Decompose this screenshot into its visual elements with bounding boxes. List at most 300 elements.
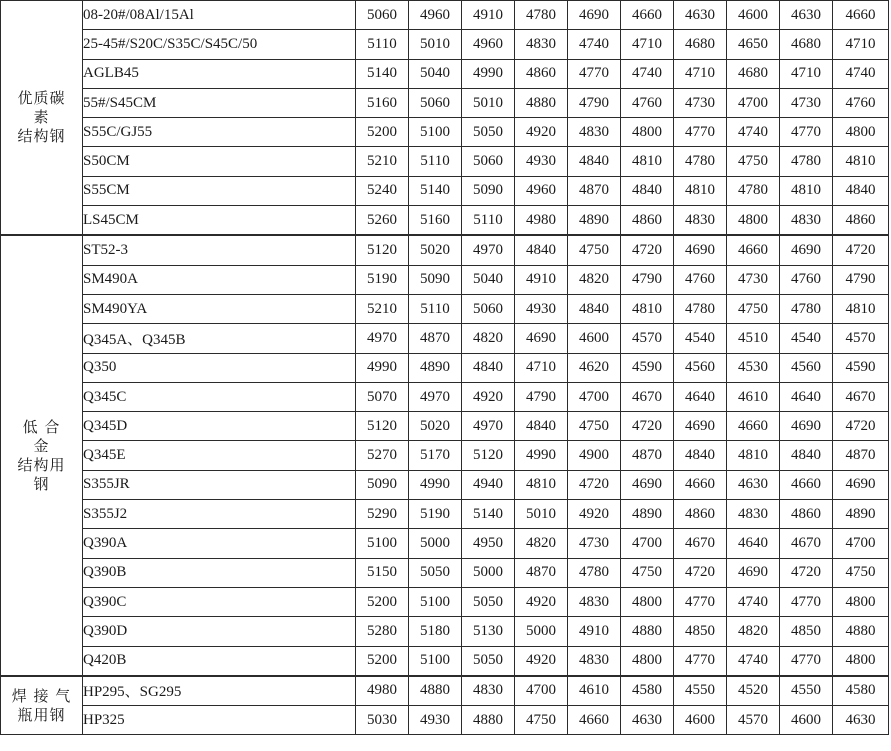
price-cell: 5110 [462, 206, 515, 236]
price-cell: 4690 [621, 470, 674, 499]
price-cell: 4840 [833, 176, 889, 205]
category-label-line: 焊 接 气 [11, 686, 72, 705]
price-cell: 4560 [780, 353, 833, 382]
price-cell: 5140 [462, 500, 515, 529]
price-cell: 4720 [833, 412, 889, 441]
price-cell: 4660 [780, 470, 833, 499]
price-cell: 4830 [568, 587, 621, 616]
price-cell: 4870 [515, 558, 568, 587]
price-cell: 4970 [409, 382, 462, 411]
price-cell: 4830 [674, 206, 727, 236]
price-cell: 4920 [462, 382, 515, 411]
price-cell: 4720 [621, 235, 674, 265]
price-cell: 4630 [621, 706, 674, 735]
grade-cell: S50CM [83, 147, 356, 176]
price-cell: 4810 [621, 294, 674, 323]
grade-cell: Q420B [83, 646, 356, 676]
price-cell: 4750 [568, 235, 621, 265]
price-cell: 4610 [568, 676, 621, 706]
price-cell: 4880 [462, 706, 515, 735]
price-cell: 5120 [356, 412, 409, 441]
price-cell: 4740 [727, 587, 780, 616]
price-cell: 4660 [727, 235, 780, 265]
price-cell: 4670 [621, 382, 674, 411]
price-cell: 5210 [356, 147, 409, 176]
price-cell: 4640 [674, 382, 727, 411]
price-cell: 5200 [356, 118, 409, 147]
price-cell: 4700 [621, 529, 674, 558]
price-cell: 4740 [833, 59, 889, 88]
price-cell: 4840 [462, 353, 515, 382]
price-cell: 5040 [462, 265, 515, 294]
price-cell: 5090 [409, 265, 462, 294]
price-cell: 4570 [727, 706, 780, 735]
price-cell: 5100 [356, 529, 409, 558]
table-row [1, 441, 889, 470]
price-cell: 4780 [727, 176, 780, 205]
price-cell: 4780 [515, 1, 568, 30]
price-cell: 5110 [409, 147, 462, 176]
table-row [1, 88, 889, 117]
price-cell: 5060 [356, 1, 409, 30]
price-cell: 4980 [515, 206, 568, 236]
table-row [1, 59, 889, 88]
price-cell: 4840 [568, 147, 621, 176]
price-cell: 4840 [515, 412, 568, 441]
price-cell: 4690 [674, 235, 727, 265]
price-cell: 4970 [462, 235, 515, 265]
price-cell: 4920 [515, 118, 568, 147]
price-cell: 4810 [833, 294, 889, 323]
price-cell: 4630 [780, 1, 833, 30]
grade-cell: HP325 [83, 706, 356, 735]
price-cell: 4550 [780, 676, 833, 706]
price-cell: 4710 [515, 353, 568, 382]
price-cell: 4750 [515, 706, 568, 735]
price-cell: 4680 [674, 30, 727, 59]
price-cell: 4920 [568, 500, 621, 529]
price-cell: 4820 [568, 265, 621, 294]
table-row [1, 676, 889, 706]
grade-cell: S55CM [83, 176, 356, 205]
table-row [1, 147, 889, 176]
category-label-line: 低 合 [22, 417, 61, 436]
price-cell: 4600 [727, 1, 780, 30]
table-row [1, 470, 889, 499]
price-cell: 4790 [568, 88, 621, 117]
price-cell: 4830 [780, 206, 833, 236]
price-cell: 4770 [780, 646, 833, 676]
table-row [1, 587, 889, 616]
grade-cell: Q390C [83, 587, 356, 616]
grade-cell: Q390D [83, 617, 356, 646]
price-cell: 5030 [356, 706, 409, 735]
price-cell: 4790 [621, 265, 674, 294]
price-cell: 4670 [833, 382, 889, 411]
price-cell: 4800 [727, 206, 780, 236]
price-cell: 4800 [621, 587, 674, 616]
price-cell: 4720 [568, 470, 621, 499]
price-cell: 4580 [833, 676, 889, 706]
price-cell: 4710 [780, 59, 833, 88]
price-cell: 4890 [833, 500, 889, 529]
grade-cell: HP295、SG295 [83, 676, 356, 706]
price-cell: 4660 [674, 470, 727, 499]
price-cell: 4600 [780, 706, 833, 735]
price-cell: 4760 [780, 265, 833, 294]
price-cell: 5180 [409, 617, 462, 646]
price-cell: 4900 [568, 441, 621, 470]
grade-cell: S355J2 [83, 500, 356, 529]
price-cell: 4740 [727, 646, 780, 676]
price-cell: 4770 [780, 587, 833, 616]
price-cell: 4820 [515, 529, 568, 558]
price-cell: 4690 [780, 235, 833, 265]
price-cell: 4930 [409, 706, 462, 735]
price-cell: 4910 [568, 617, 621, 646]
price-cell: 5060 [462, 294, 515, 323]
price-cell: 4710 [621, 30, 674, 59]
price-cell: 4530 [727, 353, 780, 382]
price-cell: 4880 [409, 676, 462, 706]
price-cell: 4840 [621, 176, 674, 205]
price-cell: 4920 [515, 587, 568, 616]
price-cell: 4880 [515, 88, 568, 117]
price-cell: 4810 [780, 176, 833, 205]
price-cell: 4630 [674, 1, 727, 30]
price-cell: 4580 [621, 676, 674, 706]
price-cell: 4730 [568, 529, 621, 558]
price-cell: 5090 [462, 176, 515, 205]
price-cell: 5100 [409, 118, 462, 147]
price-cell: 4870 [409, 324, 462, 353]
price-cell: 4810 [833, 147, 889, 176]
price-cell: 4840 [674, 441, 727, 470]
price-cell: 4960 [409, 1, 462, 30]
price-cell: 5010 [462, 88, 515, 117]
price-cell: 4950 [462, 529, 515, 558]
grade-cell: Q350 [83, 353, 356, 382]
price-cell: 4520 [727, 676, 780, 706]
price-cell: 4860 [621, 206, 674, 236]
price-cell: 4700 [568, 382, 621, 411]
price-cell: 5040 [409, 59, 462, 88]
price-cell: 4730 [727, 265, 780, 294]
price-cell: 4690 [727, 558, 780, 587]
price-cell: 4870 [568, 176, 621, 205]
price-cell: 5120 [462, 441, 515, 470]
table-row [1, 382, 889, 411]
price-cell: 4780 [780, 294, 833, 323]
price-cell: 4910 [515, 265, 568, 294]
price-cell: 4830 [727, 500, 780, 529]
price-cell: 5050 [462, 646, 515, 676]
price-cell: 4840 [568, 294, 621, 323]
price-cell: 4660 [833, 1, 889, 30]
price-cell: 4960 [515, 176, 568, 205]
price-cell: 4770 [568, 59, 621, 88]
grade-cell: Q390B [83, 558, 356, 587]
price-cell: 4980 [356, 676, 409, 706]
price-cell: 4740 [621, 59, 674, 88]
price-cell: 4730 [674, 88, 727, 117]
price-cell: 4640 [727, 529, 780, 558]
price-cell: 4810 [674, 176, 727, 205]
price-cell: 5140 [409, 176, 462, 205]
table-row [1, 235, 889, 265]
price-cell: 5050 [462, 587, 515, 616]
price-cell: 5100 [409, 587, 462, 616]
price-cell: 4760 [833, 88, 889, 117]
price-cell: 5020 [409, 235, 462, 265]
price-cell: 4790 [833, 265, 889, 294]
price-cell: 5190 [409, 500, 462, 529]
price-cell: 5050 [462, 118, 515, 147]
price-cell: 4720 [833, 235, 889, 265]
price-cell: 4660 [727, 412, 780, 441]
grade-cell: Q390A [83, 529, 356, 558]
price-cell: 4970 [356, 324, 409, 353]
price-cell: 5210 [356, 294, 409, 323]
price-cell: 4630 [727, 470, 780, 499]
price-cell: 5060 [462, 147, 515, 176]
table-row [1, 176, 889, 205]
category-label-line: 优质碳 [17, 89, 66, 108]
price-cell: 4620 [568, 353, 621, 382]
grade-cell: LS45CM [83, 206, 356, 236]
price-cell: 4890 [568, 206, 621, 236]
price-cell: 4670 [780, 529, 833, 558]
table-row [1, 500, 889, 529]
price-cell: 4750 [727, 147, 780, 176]
price-cell: 4960 [462, 30, 515, 59]
price-cell: 4890 [621, 500, 674, 529]
table-row [1, 529, 889, 558]
price-cell: 4690 [833, 470, 889, 499]
table-row [1, 324, 889, 353]
price-cell: 4750 [833, 558, 889, 587]
price-cell: 4820 [727, 617, 780, 646]
category-cell [1, 1, 83, 236]
price-cell: 4660 [621, 1, 674, 30]
price-cell: 4670 [674, 529, 727, 558]
price-cell: 5150 [356, 558, 409, 587]
table-row [1, 646, 889, 676]
table-row [1, 617, 889, 646]
price-cell: 4780 [568, 558, 621, 587]
grade-cell: Q345D [83, 412, 356, 441]
price-cell: 4790 [515, 382, 568, 411]
price-cell: 4690 [568, 1, 621, 30]
price-cell: 4830 [462, 676, 515, 706]
price-cell: 4860 [515, 59, 568, 88]
grade-cell: S355JR [83, 470, 356, 499]
table-body [1, 1, 889, 735]
category-label-line: 钢 [33, 474, 50, 493]
price-cell: 4880 [621, 617, 674, 646]
price-cell: 4800 [833, 587, 889, 616]
price-cell: 5020 [409, 412, 462, 441]
table-row [1, 1, 889, 30]
price-cell: 4990 [409, 470, 462, 499]
price-cell: 5010 [515, 500, 568, 529]
price-cell: 4710 [674, 59, 727, 88]
price-cell: 4710 [833, 30, 889, 59]
price-cell: 4800 [621, 646, 674, 676]
price-cell: 4920 [515, 646, 568, 676]
price-cell: 4690 [515, 324, 568, 353]
table-row [1, 265, 889, 294]
price-cell: 4770 [674, 646, 727, 676]
price-cell: 4720 [674, 558, 727, 587]
price-cell: 5160 [409, 206, 462, 236]
price-cell: 5100 [409, 646, 462, 676]
price-cell: 5050 [409, 558, 462, 587]
price-cell: 4600 [568, 324, 621, 353]
price-cell: 5000 [515, 617, 568, 646]
price-cell: 4880 [833, 617, 889, 646]
grade-cell: S55C/GJ55 [83, 118, 356, 147]
price-cell: 5190 [356, 265, 409, 294]
price-cell: 4690 [780, 412, 833, 441]
category-cell [1, 235, 83, 675]
price-cell: 5090 [356, 470, 409, 499]
price-cell: 4810 [727, 441, 780, 470]
price-cell: 4990 [515, 441, 568, 470]
price-cell: 4760 [621, 88, 674, 117]
grade-cell: SM490A [83, 265, 356, 294]
price-cell: 4700 [727, 88, 780, 117]
price-cell: 4780 [780, 147, 833, 176]
price-cell: 5060 [409, 88, 462, 117]
price-cell: 5260 [356, 206, 409, 236]
price-cell: 5280 [356, 617, 409, 646]
price-cell: 4640 [780, 382, 833, 411]
grade-cell: AGLB45 [83, 59, 356, 88]
price-cell: 4760 [674, 265, 727, 294]
price-cell: 4840 [780, 441, 833, 470]
category-label-line: 结构钢 [17, 127, 66, 146]
price-cell: 4560 [674, 353, 727, 382]
category-label-line: 金 [33, 436, 50, 455]
price-cell: 4700 [515, 676, 568, 706]
table-row [1, 206, 889, 236]
price-cell: 4700 [833, 529, 889, 558]
price-cell: 4720 [780, 558, 833, 587]
grade-cell: Q345C [83, 382, 356, 411]
price-cell: 4800 [833, 646, 889, 676]
price-cell: 4850 [674, 617, 727, 646]
price-cell: 5120 [356, 235, 409, 265]
price-cell: 4590 [833, 353, 889, 382]
price-cell: 4510 [727, 324, 780, 353]
category-label-line: 素 [33, 108, 50, 127]
grade-cell: 08-20#/08Al/15Al [83, 1, 356, 30]
price-cell: 4740 [568, 30, 621, 59]
table-row [1, 706, 889, 735]
grade-cell: SM490YA [83, 294, 356, 323]
price-cell: 4890 [409, 353, 462, 382]
price-cell: 5000 [409, 529, 462, 558]
price-cell: 4610 [727, 382, 780, 411]
table-row [1, 30, 889, 59]
grade-cell: Q345E [83, 441, 356, 470]
grade-cell: Q345A、Q345B [83, 324, 356, 353]
price-cell: 4770 [674, 118, 727, 147]
price-cell: 5200 [356, 587, 409, 616]
grade-cell: 25-45#/S20C/S35C/S45C/50 [83, 30, 356, 59]
price-cell: 4690 [674, 412, 727, 441]
price-cell: 5160 [356, 88, 409, 117]
price-cell: 4630 [833, 706, 889, 735]
price-cell: 5290 [356, 500, 409, 529]
table-row [1, 294, 889, 323]
price-cell: 4930 [515, 294, 568, 323]
price-cell: 4570 [833, 324, 889, 353]
price-cell: 5110 [409, 294, 462, 323]
price-cell: 4680 [780, 30, 833, 59]
price-cell: 4780 [674, 147, 727, 176]
price-cell: 5000 [462, 558, 515, 587]
price-cell: 4940 [462, 470, 515, 499]
table-row [1, 412, 889, 441]
price-cell: 4990 [462, 59, 515, 88]
price-cell: 4810 [621, 147, 674, 176]
price-cell: 5010 [409, 30, 462, 59]
price-cell: 4750 [568, 412, 621, 441]
price-cell: 5270 [356, 441, 409, 470]
price-cell: 4770 [780, 118, 833, 147]
table-row [1, 353, 889, 382]
category-label-line: 瓶用钢 [17, 705, 66, 724]
price-cell: 4970 [462, 412, 515, 441]
price-cell: 4930 [515, 147, 568, 176]
price-cell: 4740 [727, 118, 780, 147]
price-cell: 4860 [833, 206, 889, 236]
price-cell: 4600 [674, 706, 727, 735]
price-cell: 4810 [515, 470, 568, 499]
price-cell: 4870 [621, 441, 674, 470]
price-cell: 4840 [515, 235, 568, 265]
category-label-line: 结构用 [17, 455, 66, 474]
price-cell: 5240 [356, 176, 409, 205]
price-cell: 4800 [833, 118, 889, 147]
price-cell: 4870 [833, 441, 889, 470]
price-cell: 5070 [356, 382, 409, 411]
price-cell: 4550 [674, 676, 727, 706]
price-cell: 4850 [780, 617, 833, 646]
table-row [1, 118, 889, 147]
price-cell: 4540 [674, 324, 727, 353]
price-cell: 4820 [462, 324, 515, 353]
grade-cell: ST52-3 [83, 235, 356, 265]
price-cell: 4540 [780, 324, 833, 353]
price-cell: 4660 [568, 706, 621, 735]
table-row [1, 558, 889, 587]
grade-cell: 55#/S45CM [83, 88, 356, 117]
price-cell: 4830 [568, 646, 621, 676]
price-cell: 4720 [621, 412, 674, 441]
price-cell: 4860 [674, 500, 727, 529]
price-cell: 4750 [621, 558, 674, 587]
price-cell: 4730 [780, 88, 833, 117]
price-cell: 4590 [621, 353, 674, 382]
price-cell: 4680 [727, 59, 780, 88]
price-cell: 4570 [621, 324, 674, 353]
price-cell: 5170 [409, 441, 462, 470]
price-cell: 4780 [674, 294, 727, 323]
price-cell: 4860 [780, 500, 833, 529]
